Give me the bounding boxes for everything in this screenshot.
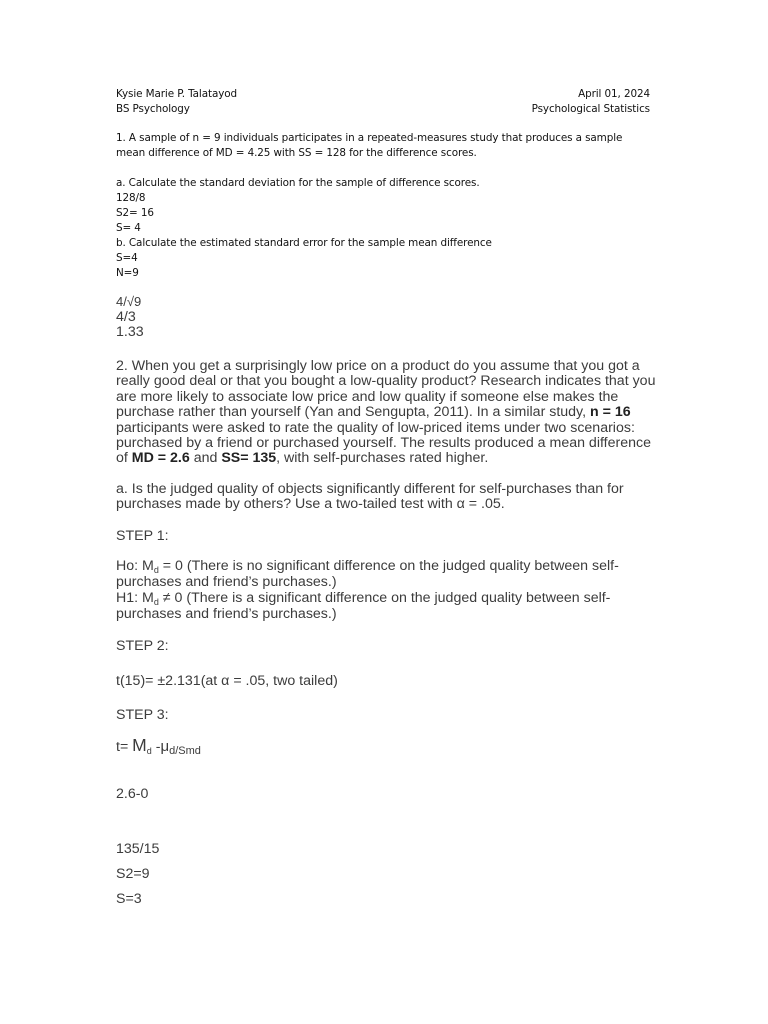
q1a-work-line: S2= 16 xyxy=(116,207,154,219)
q1b-calc-line: 4/3 xyxy=(116,309,136,325)
formula-minus: - xyxy=(151,739,161,755)
calc-numerator: 2.6-0 xyxy=(116,786,149,802)
q1-prompt-line-1: 1. A sample of n = 9 individuals participates in a repeated-measures study that produces a sample xyxy=(116,132,623,144)
q2-bold-ss: SS= 135 xyxy=(221,450,277,467)
q1b-work-line: N=9 xyxy=(116,267,139,279)
q2-text: participants were asked to rate the quality of low-priced items under two scenarios: purchased by a friend or purchased yourself. The results produced a mean difference of xyxy=(116,419,651,467)
calc-line: S=3 xyxy=(116,891,142,907)
q1b-prompt: b. Calculate the estimated standard error for the sample mean difference xyxy=(116,237,492,249)
t-formula xyxy=(116,735,201,757)
critical-value: t(15)= ±2.131(at α = .05, two tailed) xyxy=(116,673,338,690)
formula-t: t= xyxy=(116,739,133,755)
h1-subscript: d xyxy=(153,596,159,607)
question-1 xyxy=(116,131,676,281)
q1b-calc-line: 4/√9 xyxy=(116,294,142,309)
student-program: BS Psychology xyxy=(116,103,190,115)
calc-line: S2=9 xyxy=(116,866,150,882)
q1b-work-line: S=4 xyxy=(116,252,138,264)
null-hypothesis xyxy=(116,559,664,591)
q1a-work-line: 128/8 xyxy=(116,192,146,204)
step-2-label: STEP 2: xyxy=(116,637,169,654)
formula-d-subscript: d xyxy=(146,746,152,756)
calc-line: 135/15 xyxy=(116,841,160,857)
header-right xyxy=(532,87,650,117)
h0-prefix: Ho: M xyxy=(116,558,154,575)
header-left xyxy=(116,87,237,117)
student-name: Kysie Marie P. Talatayod xyxy=(116,88,238,100)
q1a-work-line: S= 4 xyxy=(116,222,141,234)
course-name: Psychological Statistics xyxy=(531,103,650,115)
h0-text: = 0 (There is no significant difference on the judged quality between self-purchases and friend’s purchases.) xyxy=(116,558,619,591)
q1a-prompt: a. Calculate the standard deviation for the sample of difference scores. xyxy=(116,177,480,189)
formula-mu: μ xyxy=(160,738,170,755)
q2a-prompt: a. Is the judged quality of objects significantly different for self-purchases than for purchases made by others? Use a two-tailed test with α = .05. xyxy=(116,480,624,513)
q2-text: and xyxy=(189,450,222,467)
h1-prefix: H1: M xyxy=(116,589,154,606)
q1b-calc-line: 1.33 xyxy=(116,324,144,341)
alt-hypothesis xyxy=(116,591,664,623)
question-2 xyxy=(116,359,664,723)
q2-bold-md: MD = 2.6 xyxy=(131,450,190,467)
q2-text: 2. When you get a surprisingly low price on a product do you assume that you got a really good deal or that you bought a low-quality product? Research indicates that you are more likely to associate low price and low quality if someone else makes the purchase rather than yourself (Yan and Sengupta, 2011). In a similar study, xyxy=(116,358,656,421)
document-date: April 01, 2024 xyxy=(578,88,650,100)
q2-text: , with self-purchases rated higher. xyxy=(276,450,489,467)
q2-bold-n: n = 16 xyxy=(589,404,631,421)
h1-text: ≠ 0 (There is a significant difference on the judged quality between self-purchases and friend’s purchases.) xyxy=(116,589,611,623)
q1-prompt-line-2: mean difference of MD = 4.25 with SS = 128 for the difference scores. xyxy=(116,147,477,159)
q2-paragraph xyxy=(116,359,664,467)
q1b-calculation xyxy=(116,294,144,341)
step-1-label: STEP 1: xyxy=(116,527,169,544)
variance-calculation xyxy=(116,837,159,912)
step-3-label: STEP 3: xyxy=(116,706,169,723)
formula-tail: d/Smd xyxy=(169,745,201,757)
h0-subscript: d xyxy=(153,565,159,576)
formula-m: M xyxy=(132,735,147,755)
